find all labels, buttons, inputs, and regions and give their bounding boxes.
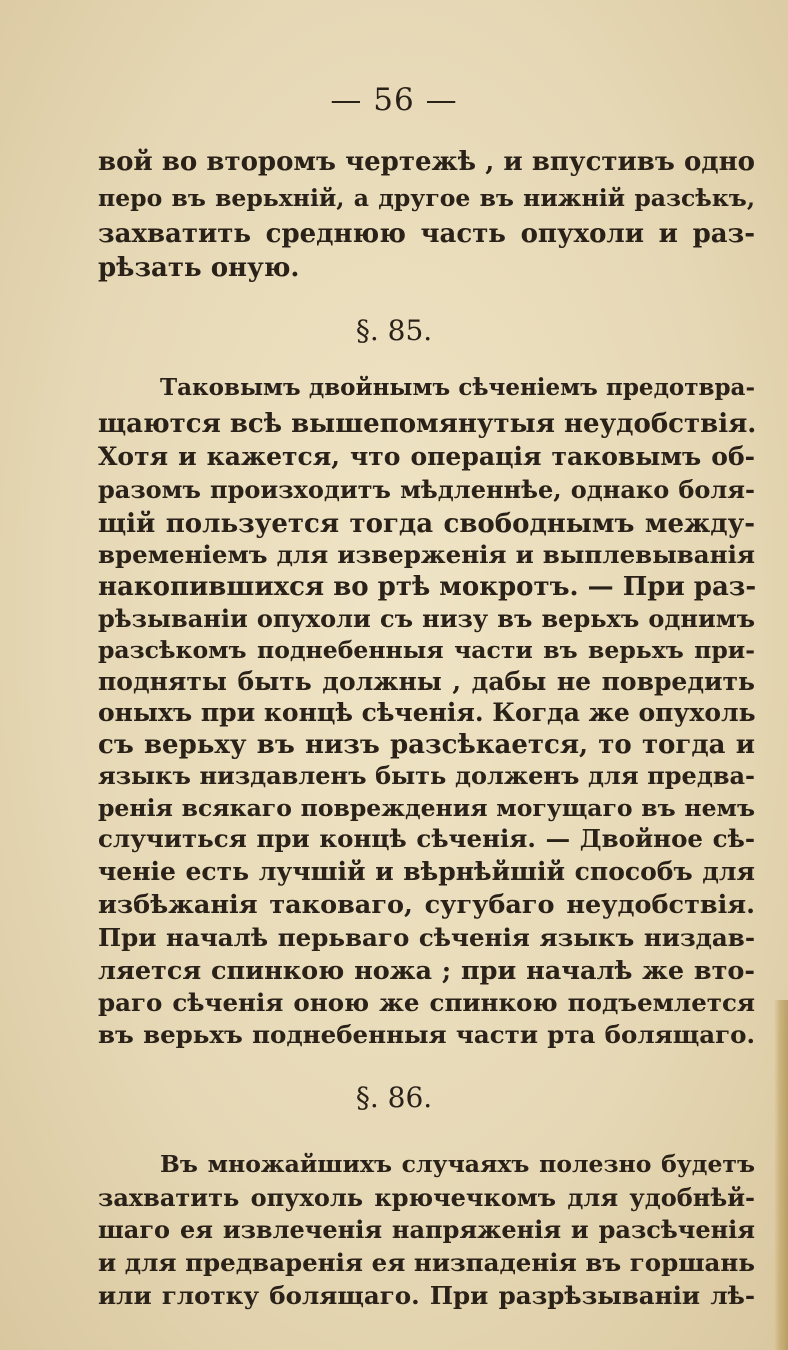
text-line: При началѣ перьваго сѣченія языкъ низдав- xyxy=(98,923,755,952)
text-line: или глотку болящаго. При разрѣзываніи лѣ- xyxy=(98,1281,755,1310)
text-line: вой во второмъ чертежѣ , и впустивъ одно xyxy=(98,147,755,177)
section-heading-85: §. 85. xyxy=(355,314,433,347)
page-number-header: — 56 — xyxy=(330,82,458,118)
text-line: щаются всѣ вышепомянутыя неудобствія. xyxy=(98,409,757,439)
text-line: накопившихся во ртѣ мокротъ. — При раз- xyxy=(98,572,757,602)
text-line: Таковымъ двойнымъ сѣченіемъ предотвра- xyxy=(160,374,755,401)
section-heading-86: §. 86. xyxy=(355,1081,433,1114)
text-line: захватить среднюю часть опухоли и раз- xyxy=(98,219,755,249)
text-line: ченіе есть лучшій и вѣрнѣйшій способъ для xyxy=(98,857,755,886)
text-line: шаго ея извлеченія напряженія и разсѣченія xyxy=(98,1215,755,1244)
text-line: Хотя и кажется, что операція таковымъ об- xyxy=(98,442,755,471)
page-edge xyxy=(774,1000,788,1350)
text-line: разсѣкомъ поднебенныя части въ верьхъ при- xyxy=(98,636,755,664)
text-line: оныхъ при концѣ сѣченія. Когда же опухоль xyxy=(98,698,756,727)
text-line: щій пользуется тогда свободнымъ между- xyxy=(98,509,755,539)
text-line: случиться при концѣ сѣченія. — Двойное сѣ- xyxy=(98,824,755,853)
text-line: временіемъ для изверженія и выплевыванія xyxy=(98,540,755,569)
text-line: избѣжанія таковаго, сугубаго неудобствія. xyxy=(98,890,755,920)
text-line: языкъ низдавленъ быть долженъ для предва- xyxy=(98,761,755,790)
text-line: ренія всякаго повреждения могущаго въ немъ xyxy=(98,794,755,822)
text-line: ляется спинкою ножа ; при началѣ же вто- xyxy=(98,956,755,986)
text-line: въ верьхъ поднебенныя части рта болящаго. xyxy=(98,1020,755,1049)
text-line: подняты быть должны , дабы не повредить xyxy=(98,667,755,696)
text-line: перо въ верьхній, а другое въ нижній разсѣкъ, xyxy=(98,184,755,212)
text-line: Въ множайшихъ случаяхъ полезно будетъ xyxy=(160,1150,755,1178)
text-line: съ верьху въ низъ разсѣкается, то тогда и xyxy=(98,730,755,760)
text-line: разомъ произходитъ мѣдленнѣе, однако боля- xyxy=(98,475,755,504)
text-line: захватить опухоль крючечкомъ для удобнѣй- xyxy=(98,1183,755,1212)
text-line: раго сѣченія оною же спинкою подъемлется xyxy=(98,988,755,1017)
text-line: и для предваренія ея низпаденія въ горшань xyxy=(98,1248,755,1277)
text-line: рѣзываніи опухоли съ низу въ верьхъ однимъ xyxy=(98,604,755,633)
text-line: рѣзать оную. xyxy=(98,253,300,283)
